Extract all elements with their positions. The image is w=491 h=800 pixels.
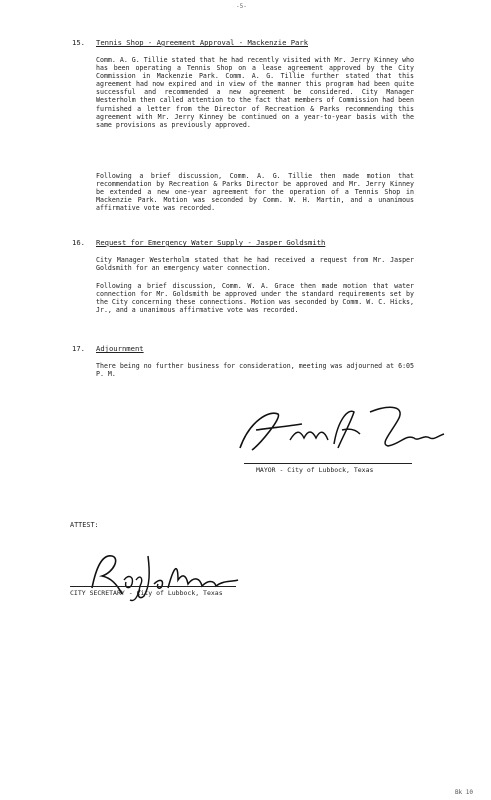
item-15-paragraph-2: Following a brief discussion, Comm. A. G. Tillie then made motion that recommendation by Recreation & Parks Director be approved and Mr. Jerry Kinney be extended a new one-year agreement for the operation of a Tennis Shop in Mackenzie Park. Motion was seconded by Comm. W. H. Martin, and a unanimous affirmative vote was recorded. xyxy=(96,172,414,213)
item-title: Tennis Shop - Agreement Approval - Mackenzie Park xyxy=(96,38,309,47)
item-number: 15. xyxy=(72,38,85,47)
item-17 xyxy=(72,344,412,353)
item-15 xyxy=(72,38,412,47)
mayor-signature-image xyxy=(230,400,450,458)
item-title: Request for Emergency Water Supply - Jasper Goldsmith xyxy=(96,238,326,247)
item-16-paragraph-1: City Manager Westerholm stated that he had received a request from Mr. Jasper Goldsmith for an emergency water connection. xyxy=(96,256,414,273)
item-title: Adjournment xyxy=(96,344,144,353)
item-number: 16. xyxy=(72,238,85,247)
item-16-paragraph-2: Following a brief discussion, Comm. W. A. Grace then made motion that water connection for Mr. Goldsmith be approved under the standard requirements set by the City concerning these connections. Motion was seconded by Comm. W. C. Hicks, Jr., and a unanimous affirmative vote was recorded. xyxy=(96,282,414,315)
item-number: 17. xyxy=(72,344,85,353)
item-15-paragraph-1: Comm. A. G. Tillie stated that he had recently visited with Mr. Jerry Kinney who has been operating a Tennis Shop on a lease agreement approved by the City Commission in Mackenzie Park. Comm. A. G. Tillie further stated that this agreement had now expired and in view of the manner this program had been quite successful and recommended a new agreement be considered. City Manager Westerholm then called attention to the fact that members of Commission had been furnished a letter from the Director of Recreation & Parks recommending this agreement with Mr. Jerry Kinney be continued on a year-to-year basis with the same provisions as previously approved. xyxy=(96,56,414,129)
footer-code: Bk 10 xyxy=(454,789,473,796)
mayor-signature-block xyxy=(230,400,450,470)
mayor-caption: MAYOR - City of Lubbock, Texas xyxy=(256,466,374,474)
attest-label: ATTEST: xyxy=(70,521,99,529)
secretary-signature-line xyxy=(70,586,236,587)
item-16 xyxy=(72,238,412,247)
item-17-paragraph-1: There being no further business for consideration, meeting was adjourned at 6:05 P. M. xyxy=(96,362,414,379)
page-number: -5- xyxy=(236,3,247,10)
secretary-caption: CITY SECRETARY - City of Lubbock, Texas xyxy=(70,589,223,597)
mayor-signature-line xyxy=(244,463,412,464)
